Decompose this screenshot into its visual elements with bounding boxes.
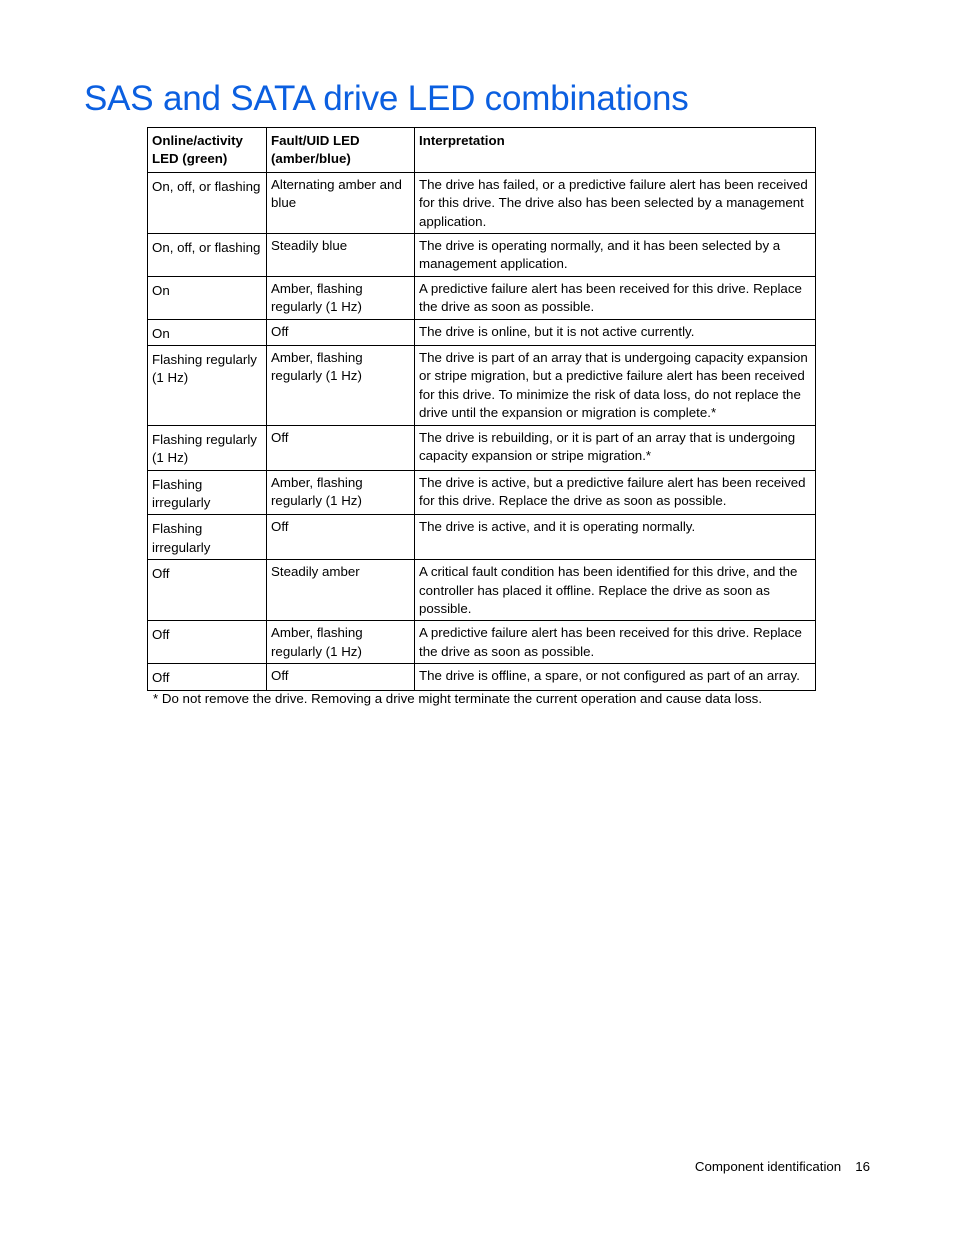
table-row: [148, 621, 816, 664]
cell-online-activity: On: [148, 276, 267, 319]
cell-fault-uid: Amber, flashing regularly (1 Hz): [267, 346, 415, 426]
table-row: [148, 172, 816, 233]
header-interpretation: Interpretation: [415, 128, 816, 173]
cell-interpretation: A predictive failure alert has been received for this drive. Replace the drive as soon as possible.: [415, 621, 816, 664]
footnote: * Do not remove the drive. Removing a drive might terminate the current operation and cause data loss.: [153, 691, 763, 706]
cell-online-activity: Off: [148, 664, 267, 690]
table-row: [148, 470, 816, 515]
cell-fault-uid: Amber, flashing regularly (1 Hz): [267, 470, 415, 515]
cell-online-activity: On, off, or flashing: [148, 172, 267, 233]
table-row: [148, 560, 816, 621]
cell-interpretation: The drive is active, but a predictive failure alert has been received for this drive. Replace the drive as soon as possible.: [415, 470, 816, 515]
cell-online-activity: Off: [148, 560, 267, 621]
cell-fault-uid: Steadily blue: [267, 234, 415, 277]
table-row: [148, 319, 816, 345]
cell-fault-uid: Off: [267, 515, 415, 560]
table-row: [148, 515, 816, 560]
cell-interpretation: A critical fault condition has been identified for this drive, and the controller has placed it offline. Replace the drive as soon as possible.: [415, 560, 816, 621]
cell-fault-uid: Amber, flashing regularly (1 Hz): [267, 621, 415, 664]
cell-online-activity: Flashing irregularly: [148, 515, 267, 560]
cell-fault-uid: Off: [267, 664, 415, 690]
table-row: [148, 346, 816, 426]
cell-online-activity: On: [148, 319, 267, 345]
table-row: [148, 234, 816, 277]
cell-interpretation: The drive is part of an array that is undergoing capacity expansion or stripe migration, but a predictive failure alert has been received for this drive. To minimize the risk of data loss, do not replace the drive until the expansion or migration is complete.*: [415, 346, 816, 426]
page-number: 16: [855, 1159, 870, 1174]
cell-fault-uid: Amber, flashing regularly (1 Hz): [267, 276, 415, 319]
page-footer: [695, 1158, 870, 1176]
cell-interpretation: The drive is operating normally, and it has been selected by a management application.: [415, 234, 816, 277]
cell-fault-uid: Off: [267, 319, 415, 345]
cell-interpretation: A predictive failure alert has been received for this drive. Replace the drive as soon as possible.: [415, 276, 816, 319]
table-row: [148, 425, 816, 470]
cell-interpretation: The drive is active, and it is operating normally.: [415, 515, 816, 560]
cell-interpretation: The drive is offline, a spare, or not configured as part of an array.: [415, 664, 816, 690]
table-row: [148, 276, 816, 319]
table-header-row: [148, 128, 816, 173]
cell-interpretation: The drive is online, but it is not active currently.: [415, 319, 816, 345]
cell-interpretation: The drive has failed, or a predictive failure alert has been received for this drive. The drive also has been selected by a management application.: [415, 172, 816, 233]
cell-online-activity: Flashing regularly (1 Hz): [148, 346, 267, 426]
led-combinations-table: [147, 127, 816, 691]
cell-fault-uid: Steadily amber: [267, 560, 415, 621]
cell-fault-uid: Alternating amber and blue: [267, 172, 415, 233]
cell-online-activity: On, off, or flashing: [148, 234, 267, 277]
cell-online-activity: Off: [148, 621, 267, 664]
table-row: [148, 664, 816, 690]
header-online-activity-led: Online/activity LED (green): [148, 128, 267, 173]
cell-interpretation: The drive is rebuilding, or it is part of an array that is undergoing capacity expansion or stripe migration.*: [415, 425, 816, 470]
header-fault-uid-led: Fault/UID LED (amber/blue): [267, 128, 415, 173]
cell-fault-uid: Off: [267, 425, 415, 470]
cell-online-activity: Flashing regularly (1 Hz): [148, 425, 267, 470]
cell-online-activity: Flashing irregularly: [148, 470, 267, 515]
page-title: SAS and SATA drive LED combinations: [84, 79, 689, 118]
footer-section-name: Component identification: [694, 1159, 842, 1174]
